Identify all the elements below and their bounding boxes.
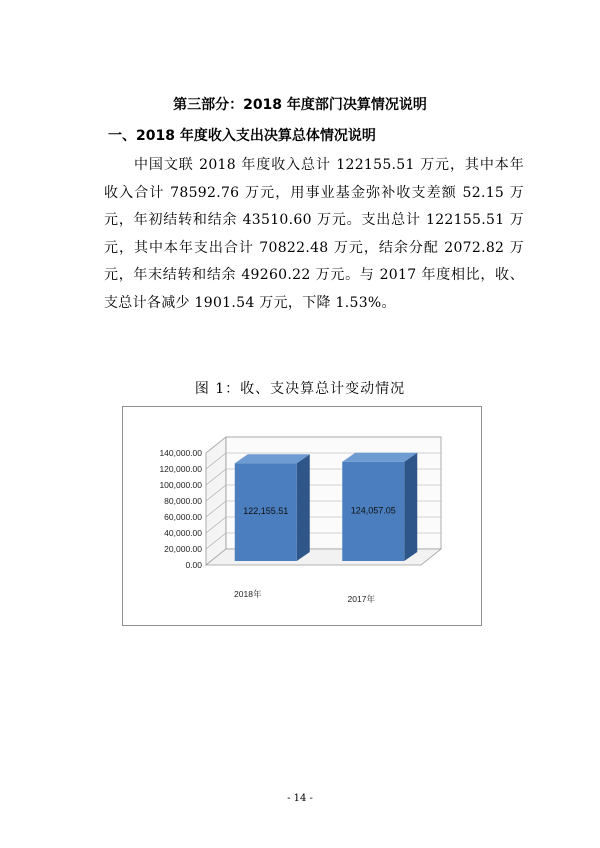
- chart-side-wall: [206, 437, 226, 565]
- page-number: - 14 -: [287, 793, 313, 804]
- summary-paragraph: 中国文联 2018 年度收入总计 122155.51 万元，其中本年收入合计 78592.76 万元，用事业基金弥补收支差额 52.15 万元，年初结转和结余 43510.60 万元。支出总计 122155.51 万元，其中本年支出合计 70822.48 万元，结余分配 2072.82 万元，年末结转和结余 49260.22 万元。与 2017 年度相比，收、支总计各减少 1901.54 万元，下降 1.53%。: [104, 157, 524, 311]
- y-tick-label: 40,000.00: [164, 528, 202, 538]
- y-tick-label: 140,000.00: [159, 448, 202, 458]
- chart-frame: [122, 406, 482, 626]
- y-tick-label: 0.00: [185, 560, 202, 570]
- bar-top: [342, 453, 417, 462]
- x-category-label: 2017年: [347, 594, 375, 604]
- y-tick-label: 60,000.00: [164, 512, 202, 522]
- y-tick-label: 80,000.00: [164, 496, 202, 506]
- x-category-label: 2018年: [234, 589, 262, 599]
- bar-chart: [123, 407, 481, 625]
- y-tick-label: 120,000.00: [159, 464, 202, 474]
- y-tick-label: 20,000.00: [164, 544, 202, 554]
- bar-value-label: 122,155.51: [243, 506, 289, 517]
- figure-caption: 图 1：收、支决算总计变动情况: [194, 381, 406, 397]
- section-title: 第三部分：2018 年度部门决算情况说明: [173, 97, 427, 113]
- subsection-title: 一、2018 年度收入支出决算总体情况说明: [108, 128, 376, 144]
- bar-side: [404, 453, 417, 561]
- bar-value-label: 124,057.05: [350, 505, 396, 516]
- y-tick-label: 100,000.00: [159, 480, 202, 490]
- bar-side: [297, 454, 310, 561]
- bar-top: [235, 454, 310, 463]
